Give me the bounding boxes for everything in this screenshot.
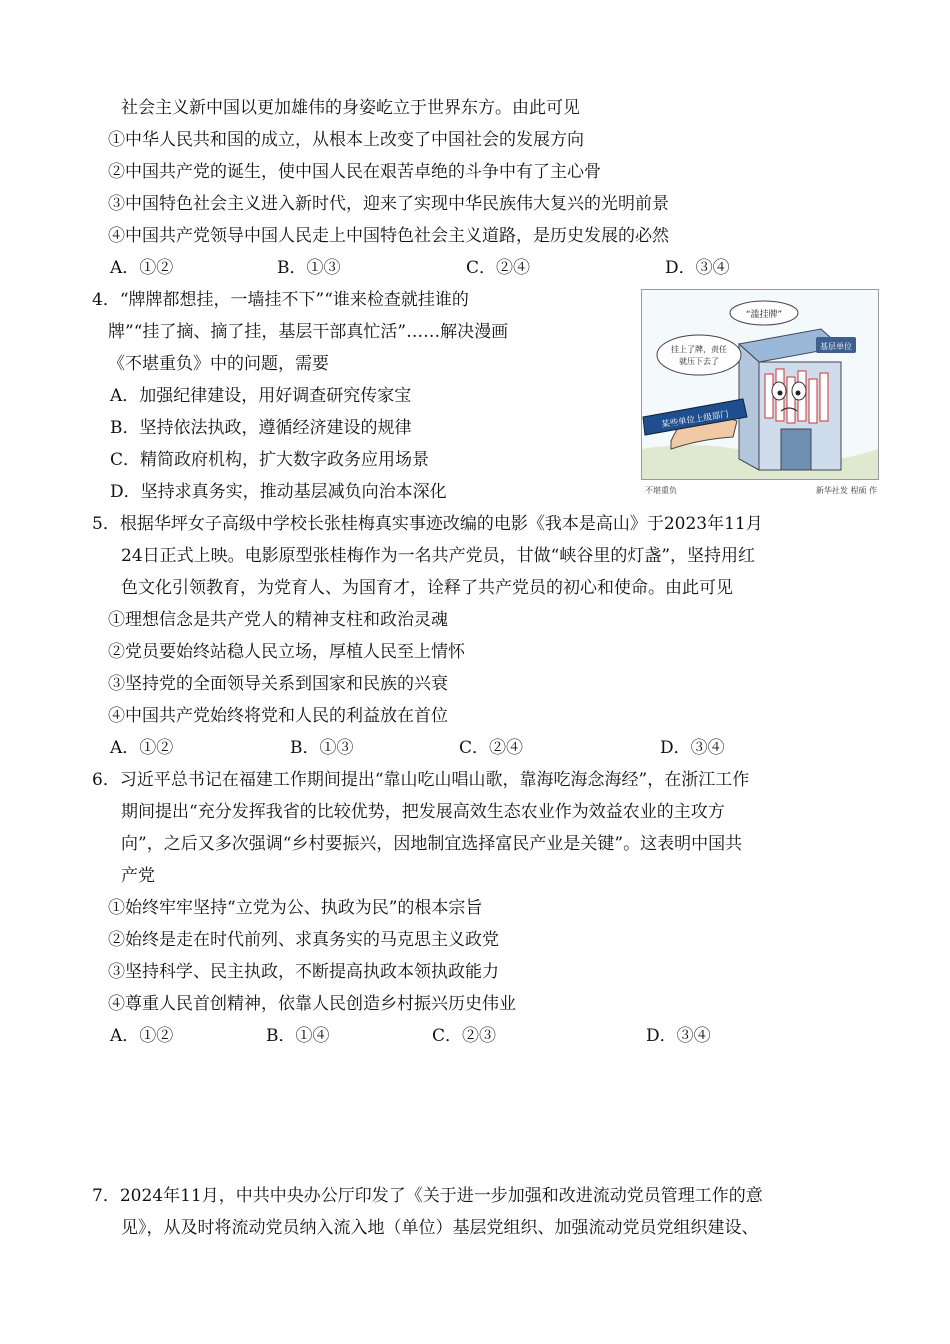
q6-item-3: ③坚持科学、民主执政，不断提高执政本领执政能力 <box>108 962 499 982</box>
q6-item-1: ①始终牢牢坚持“立党为公、执政为民”的根本宗旨 <box>108 898 483 918</box>
q6-item-2: ②始终是走在时代前列、求真务实的马克思主义政党 <box>108 930 499 950</box>
q7-stem-line-2: 见》，从及时将流动党员纳入流入地（单位）基层党组织、加强流动党员党组织建设、 <box>121 1218 759 1238</box>
building-label: 基层单位 <box>820 342 852 351</box>
q5-stem-line-3: 色文化引领教育，为党育人、为国育才，诠释了共产党员的初心和使命。由此可见 <box>121 578 733 598</box>
q4-option-a: A．加强纪律建设，用好调查研究传家宝 <box>110 386 412 406</box>
q3-item-4: ④中国共产党领导中国人民走上中国特色社会主义道路，是历史发展的必然 <box>108 226 669 246</box>
q5-stem-line-2: 24日正式上映。电影原型张桂梅作为一名共产党员，甘做“峡谷里的灯盏”，坚持用红 <box>121 546 756 566</box>
q6-option-a: A．①② <box>110 1026 174 1046</box>
speech-bubble-left <box>657 335 741 375</box>
q3-item-2: ②中国共产党的诞生，使中国人民在艰苦卓绝的斗争中有了主心骨 <box>108 162 601 182</box>
q4-stem-line-2: 牌”“挂了摘、摘了挂，基层干部真忙活”……解决漫画 <box>108 322 509 342</box>
q5-option-c: C．②④ <box>459 738 524 758</box>
q4-stem-line-3: 《不堪重负》中的问题，需要 <box>108 354 329 374</box>
q5-item-2: ②党员要始终站稳人民立场，厚植人民至上情怀 <box>108 642 465 662</box>
bubble-speech-line-2: 就压下去了 <box>679 357 719 366</box>
q6-option-d: D．③④ <box>646 1026 711 1046</box>
q5-item-3: ③坚持党的全面领导关系到国家和民族的兴衰 <box>108 674 448 694</box>
cartoon-caption-right: 新华社发 程硕 作 <box>815 486 877 495</box>
q5-option-b: B．①③ <box>290 738 354 758</box>
q3-option-b: B．①③ <box>277 258 341 278</box>
q3-stem-continuation: 社会主义新中国以更加雄伟的身姿屹立于世界东方。由此可见 <box>121 98 580 118</box>
q6-item-4: ④尊重人民首创精神，依靠人民创造乡村振兴历史伟业 <box>108 994 516 1014</box>
q5-stem-line-1: 5．根据华坪女子高级中学校长张桂梅真实事迹改编的电影《我本是高山》于2023年11月 <box>92 514 763 534</box>
q4-option-b: B．坚持依法执政，遵循经济建设的规律 <box>110 418 412 438</box>
q6-stem-line-3: 向”，之后又多次强调“乡村要振兴，因地制宜选择富民产业是关键”。这表明中国共 <box>121 834 743 854</box>
q6-option-c: C．②③ <box>432 1026 497 1046</box>
q5-option-a: A．①② <box>110 738 174 758</box>
building-door <box>781 429 811 470</box>
hand-sign-text: 某些单位上级部门 <box>660 409 730 431</box>
q4-option-c: C．精简政府机构，扩大数字政务应用场景 <box>110 450 430 470</box>
q6-option-b: B．①④ <box>266 1026 330 1046</box>
q3-option-c: C．②④ <box>466 258 531 278</box>
cartoon-caption-left: 不堪重负 <box>645 486 677 495</box>
q7-stem-line-1: 7．2024年11月，中共中央办公厅印发了《关于进一步加强和改进流动党员管理工作的意 <box>92 1186 763 1206</box>
q4-stem-line-1: 4．“牌牌都想挂，一墙挂不下”“谁来检查就挂谁的 <box>92 290 469 310</box>
q6-stem-line-2: 期间提出“充分发挥我省的比较优势，把发展高效生态农业作为效益农业的主攻方 <box>121 802 725 822</box>
q5-item-1: ①理想信念是共产党人的精神支柱和政治灵魂 <box>108 610 448 630</box>
bubble-top-text: “滥挂牌” <box>745 310 783 320</box>
q3-option-d: D．③④ <box>665 258 730 278</box>
q5-item-4: ④中国共产党始终将党和人民的利益放在首位 <box>108 706 448 726</box>
bubble-speech-line-1: 挂上了牌，责任 <box>671 345 727 354</box>
q6-stem-line-4: 产党 <box>121 866 155 886</box>
q3-item-3: ③中国特色社会主义进入新时代，迎来了实现中华民族伟大复兴的光明前景 <box>108 194 669 214</box>
q3-item-1: ①中华人民共和国的成立，从根本上改变了中国社会的发展方向 <box>108 130 584 150</box>
q3-option-a: A．①② <box>110 258 174 278</box>
q5-option-d: D．③④ <box>660 738 725 758</box>
cartoon-illustration <box>641 289 879 500</box>
q6-stem-line-1: 6．习近平总书记在福建工作期间提出“靠山吃山唱山歌，靠海吃海念海经”，在浙江工作 <box>92 770 750 790</box>
building-drawing <box>739 329 856 470</box>
q4-option-d: D．坚持求真务实，推动基层减负向治本深化 <box>110 482 447 502</box>
